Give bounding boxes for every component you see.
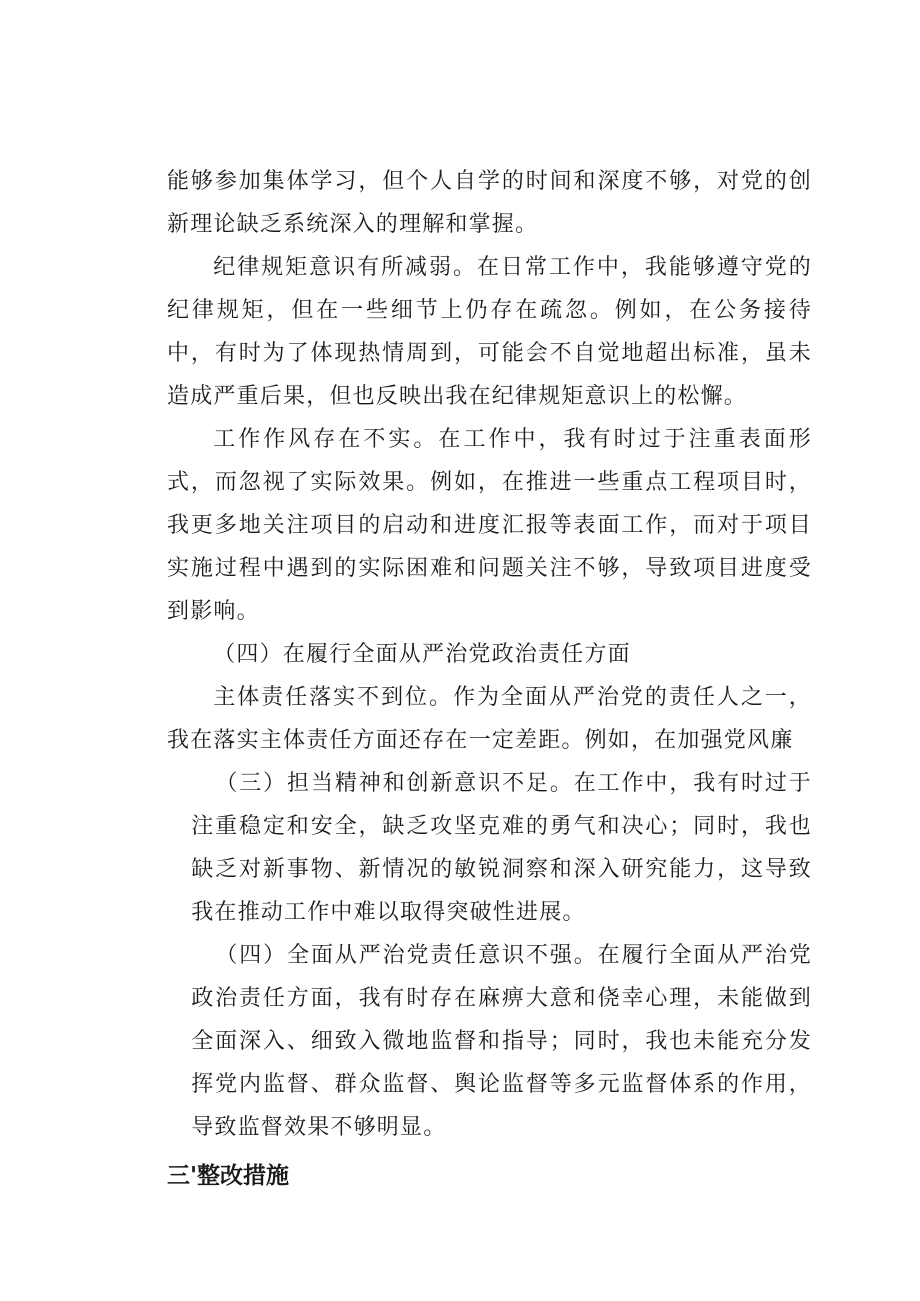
paragraph-main-responsibility: 主体责任落实不到位。作为全面从严治党的责任人之一，我在落实主体责任方面还存在一定差距。例如，在加强党风廉 <box>167 685 812 753</box>
paragraph-discipline: 纪律规矩意识有所减弱。在日常工作中，我能够遵守党的纪律规矩，但在一些细节上仍存在疏忽。例如，在公务接待中，有时为了体现热情周到，可能会不自觉地超出标准，虽未造成严重后果，但也反映出我在纪律规矩意识上的松懈。 <box>167 255 812 409</box>
paragraph-work-style: 工作作风存在不实。在工作中，我有时过于注重表面形式，而忽视了实际效果。例如，在推进一些重点工程项目时，我更多地关注项目的启动和进度汇报等表面工作，而对于项目实施过程中遇到的实际困难和问题关注不够，导致项目进度受到影响。 <box>167 427 812 624</box>
section-heading: 三'整改措施 <box>167 1163 290 1189</box>
paragraph-party-governance: （四）全面从严治党责任意识不强。在履行全面从严治党政治责任方面，我有时存在麻痹大意和侥幸心理，未能做到全面深入、细致入微地监督和指导；同时，我也未能充分发挥党内监督、群众监督、舆论监督等多元监督体系的作用，导致监督效果不够明显。 <box>191 943 812 1140</box>
paragraph-innovation: （三）担当精神和创新意识不足。在工作中，我有时过于注重稳定和安全，缺乏攻坚克难的勇气和决心；同时，我也缺乏对新事物、新情况的敏锐洞察和深入研究能力，这导致我在推动工作中难以取得突破性进展。 <box>191 771 812 925</box>
document-body <box>167 160 812 1198</box>
paragraph-continuation: 能够参加集体学习，但个人自学的时间和深度不够，对党的创新理论缺乏系统深入的理解和掌握。 <box>167 169 812 237</box>
section-subheading: （四）在履行全面从严治党政治责任方面 <box>213 642 631 667</box>
